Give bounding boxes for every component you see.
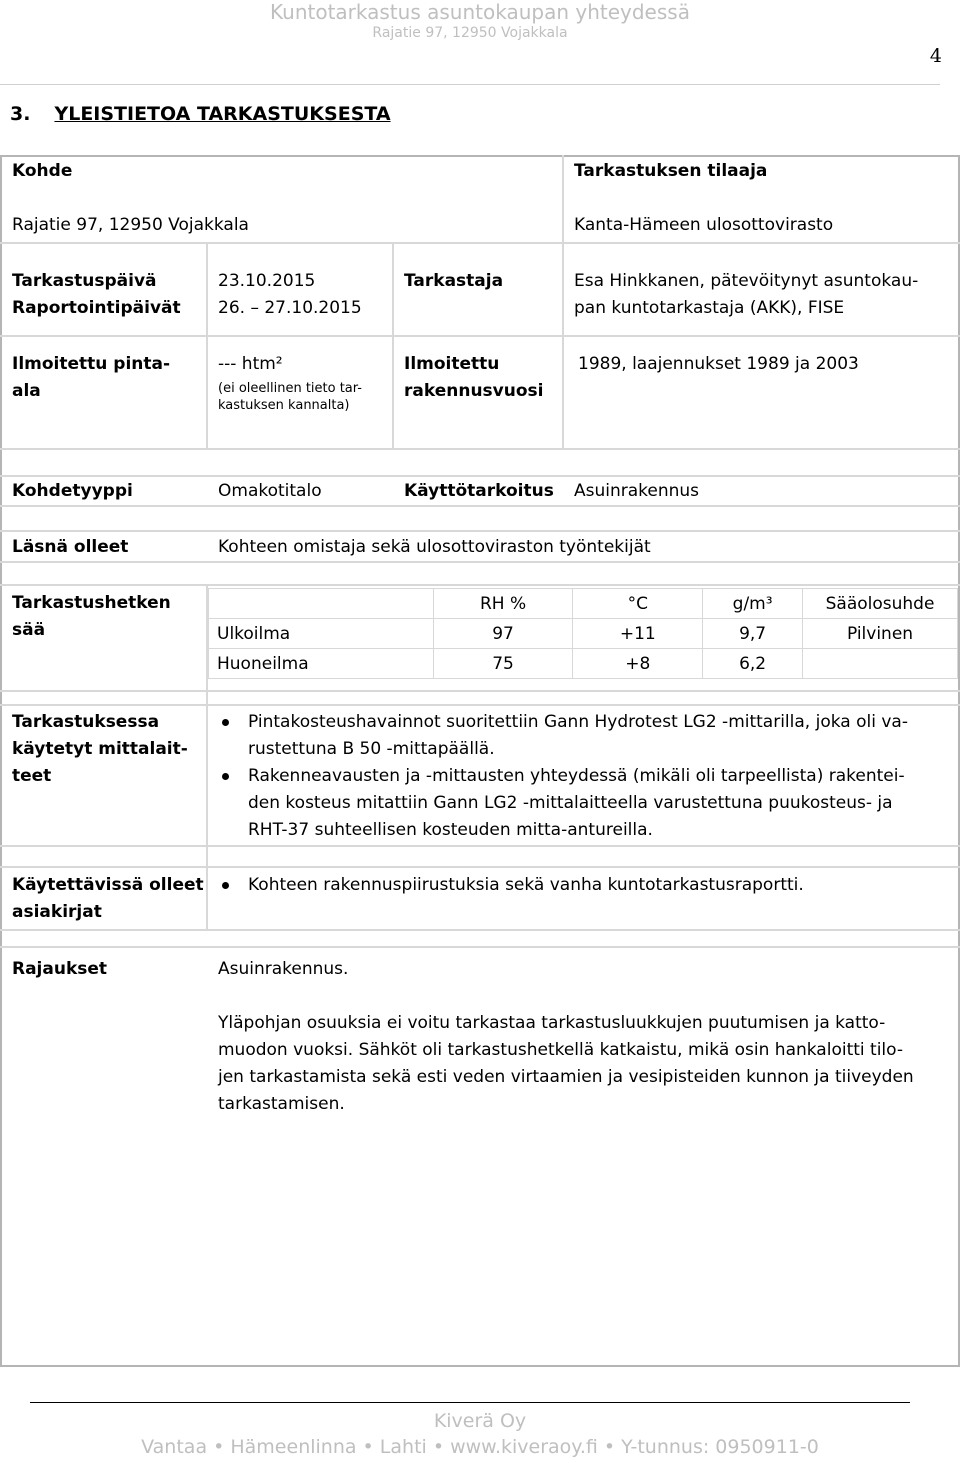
- weather-header-cell: [209, 589, 434, 619]
- lasna-olleet-label: Läsnä olleet: [12, 537, 129, 557]
- row-divider: [0, 505, 960, 507]
- mittalaite-2-line1: Rakenneavausten ja -mittausten yhteydessä (mikäli oli tarpeellista) rakentei-: [248, 766, 905, 786]
- weather-header-cell: Sääolosuhde: [803, 589, 958, 619]
- weather-cell: 97: [433, 619, 573, 649]
- list-item: [210, 709, 950, 763]
- footer-divider: [30, 1402, 910, 1403]
- mittalaite-1-line2: rustettuna B 50 -mittapäällä.: [248, 739, 495, 759]
- kohde-value: Rajatie 97, 12950 Vojakkala: [12, 215, 249, 235]
- row-divider: [0, 866, 960, 868]
- row-divider: [0, 335, 960, 337]
- row-divider: [0, 946, 960, 948]
- header-title: Kuntotarkastus asuntokaupan yhteydessä: [270, 0, 690, 24]
- asiakirjat-label-line2: asiakirjat: [12, 902, 102, 922]
- col-divider: [392, 242, 394, 448]
- col-divider: [562, 242, 564, 448]
- weather-cell: Pilvinen: [803, 619, 958, 649]
- section-heading: [10, 103, 391, 125]
- weather-header-cell: RH %: [433, 589, 573, 619]
- footer-contact: Vantaa • Hämeenlinna • Lahti • www.kiveraoy.fi • Y-tunnus: 0950911-0: [141, 1436, 819, 1458]
- bullet-icon: [222, 719, 229, 726]
- mittalaitteet-label-line1: Tarkastuksessa: [12, 712, 160, 732]
- rajaukset-para-line2: muodon vuoksi. Sähköt oli tarkastushetkellä katkaistu, mikä osin hankaloitti tilo-: [218, 1040, 903, 1060]
- raportointipaivat-value: 26. – 27.10.2015: [218, 298, 362, 318]
- pinta-ala-value: --- htm²: [218, 354, 283, 374]
- pinta-ala-note-line1: (ei oleellinen tieto tar-: [218, 381, 362, 396]
- kohdetyyppi-value: Omakotitalo: [218, 481, 322, 501]
- rajaukset-para-line4: tarkastamisen.: [218, 1094, 345, 1114]
- weather-cell: [803, 649, 958, 679]
- weather-cell: +8: [573, 649, 703, 679]
- weather-header-row: [209, 589, 958, 619]
- kohdetyyppi-label: Kohdetyyppi: [12, 481, 133, 501]
- saa-label-line1: Tarkastushetken: [12, 593, 171, 613]
- asiakirjat-list: [210, 872, 950, 899]
- rajaukset-para-line1: Yläpohjan osuuksia ei voitu tarkastaa tarkastusluukkujen puutumisen ja katto-: [218, 1013, 886, 1033]
- row-divider: [0, 584, 960, 586]
- rakennusvuosi-value: 1989, laajennukset 1989 ja 2003: [578, 354, 859, 374]
- bullet-icon: [222, 882, 229, 889]
- rakennusvuosi-label-line2: rakennusvuosi: [404, 381, 544, 401]
- mittalaitteet-label-line2: käytetyt mittalait-: [12, 739, 188, 759]
- section-title: YLEISTIETOA TARKASTUKSESTA: [54, 103, 391, 125]
- tarkastaja-value-line1: Esa Hinkkanen, pätevöitynyt asuntokau-: [574, 271, 919, 291]
- pinta-ala-label-line2: ala: [12, 381, 41, 401]
- list-item: [210, 763, 950, 844]
- mittalaitteet-list: [210, 709, 950, 844]
- list-item: [210, 872, 950, 899]
- col-divider: [206, 242, 208, 448]
- weather-cell: 9,7: [703, 619, 803, 649]
- kohde-label: Kohde: [12, 161, 73, 181]
- page-number: 4: [929, 45, 942, 67]
- bullet-icon: [222, 773, 229, 780]
- row-divider: [0, 690, 960, 692]
- rakennusvuosi-label-line1: Ilmoitettu: [404, 354, 500, 374]
- footer-company: Kiverä Oy: [433, 1410, 527, 1432]
- mittalaitteet-label-line3: teet: [12, 766, 52, 786]
- row-divider: [0, 561, 960, 563]
- kayttotarkoitus-value: Asuinrakennus: [574, 481, 700, 501]
- tarkastaja-value-line2: pan kuntotarkastaja (AKK), FISE: [574, 298, 845, 318]
- saa-label-line2: sää: [12, 620, 46, 640]
- rajaukset-label: Rajaukset: [12, 959, 108, 979]
- row-divider: [0, 242, 960, 244]
- weather-table: [208, 588, 958, 679]
- pinta-ala-label-line1: Ilmoitettu pinta-: [12, 354, 171, 374]
- pinta-ala-note-line2: kastuksen kannalta): [218, 398, 350, 413]
- mittalaite-1-line1: Pintakosteushavainnot suoritettiin Gann Hydrotest LG2 -mittarilla, joka oli va-: [248, 712, 908, 732]
- section-number: 3.: [10, 103, 31, 125]
- lasna-olleet-value: Kohteen omistaja sekä ulosottoviraston työntekijät: [218, 537, 651, 557]
- row-divider: [0, 704, 960, 706]
- row-divider: [0, 530, 960, 532]
- header-divider: [0, 84, 940, 85]
- weather-cell: 75: [433, 649, 573, 679]
- asiakirjat-label-line1: Käytettävissä olleet: [12, 875, 204, 895]
- rajaukset-value: Asuinrakennus.: [218, 959, 349, 979]
- tilaaja-label: Tarkastuksen tilaaja: [574, 161, 768, 181]
- tarkastuspaiva-label: Tarkastuspäivä: [12, 271, 157, 291]
- weather-row: [209, 619, 958, 649]
- tarkastaja-label: Tarkastaja: [404, 271, 504, 291]
- weather-header-cell: °C: [573, 589, 703, 619]
- row-divider: [0, 475, 960, 477]
- kayttotarkoitus-label: Käyttötarkoitus: [404, 481, 554, 501]
- tilaaja-value: Kanta-Hämeen ulosottovirasto: [574, 215, 834, 235]
- tarkastuspaiva-value: 23.10.2015: [218, 271, 316, 291]
- col-divider: [562, 155, 564, 242]
- raportointipaivat-label: Raportointipäivät: [12, 298, 181, 318]
- mittalaite-2-line2: den kosteus mitattiin Gann LG2 -mittalaitteella varustettuna puukosteus- ja: [248, 793, 893, 813]
- weather-cell: Huoneilma: [209, 649, 434, 679]
- row-divider: [0, 929, 960, 931]
- weather-row: [209, 649, 958, 679]
- rajaukset-para-line3: jen tarkastamista sekä esti veden virtaamien ja vesipisteiden kunnon ja tiiveyden: [218, 1067, 914, 1087]
- weather-cell: 6,2: [703, 649, 803, 679]
- weather-header-cell: g/m³: [703, 589, 803, 619]
- weather-cell: +11: [573, 619, 703, 649]
- header-address: Rajatie 97, 12950 Vojakkala: [372, 25, 568, 41]
- row-divider: [0, 845, 960, 847]
- mittalaite-2-line3: RHT-37 suhteellisen kosteuden mitta-antureilla.: [248, 820, 653, 840]
- asiakirja-1: Kohteen rakennuspiirustuksia sekä vanha kuntotarkastusraportti.: [248, 875, 804, 895]
- weather-cell: Ulkoilma: [209, 619, 434, 649]
- row-divider: [0, 448, 960, 450]
